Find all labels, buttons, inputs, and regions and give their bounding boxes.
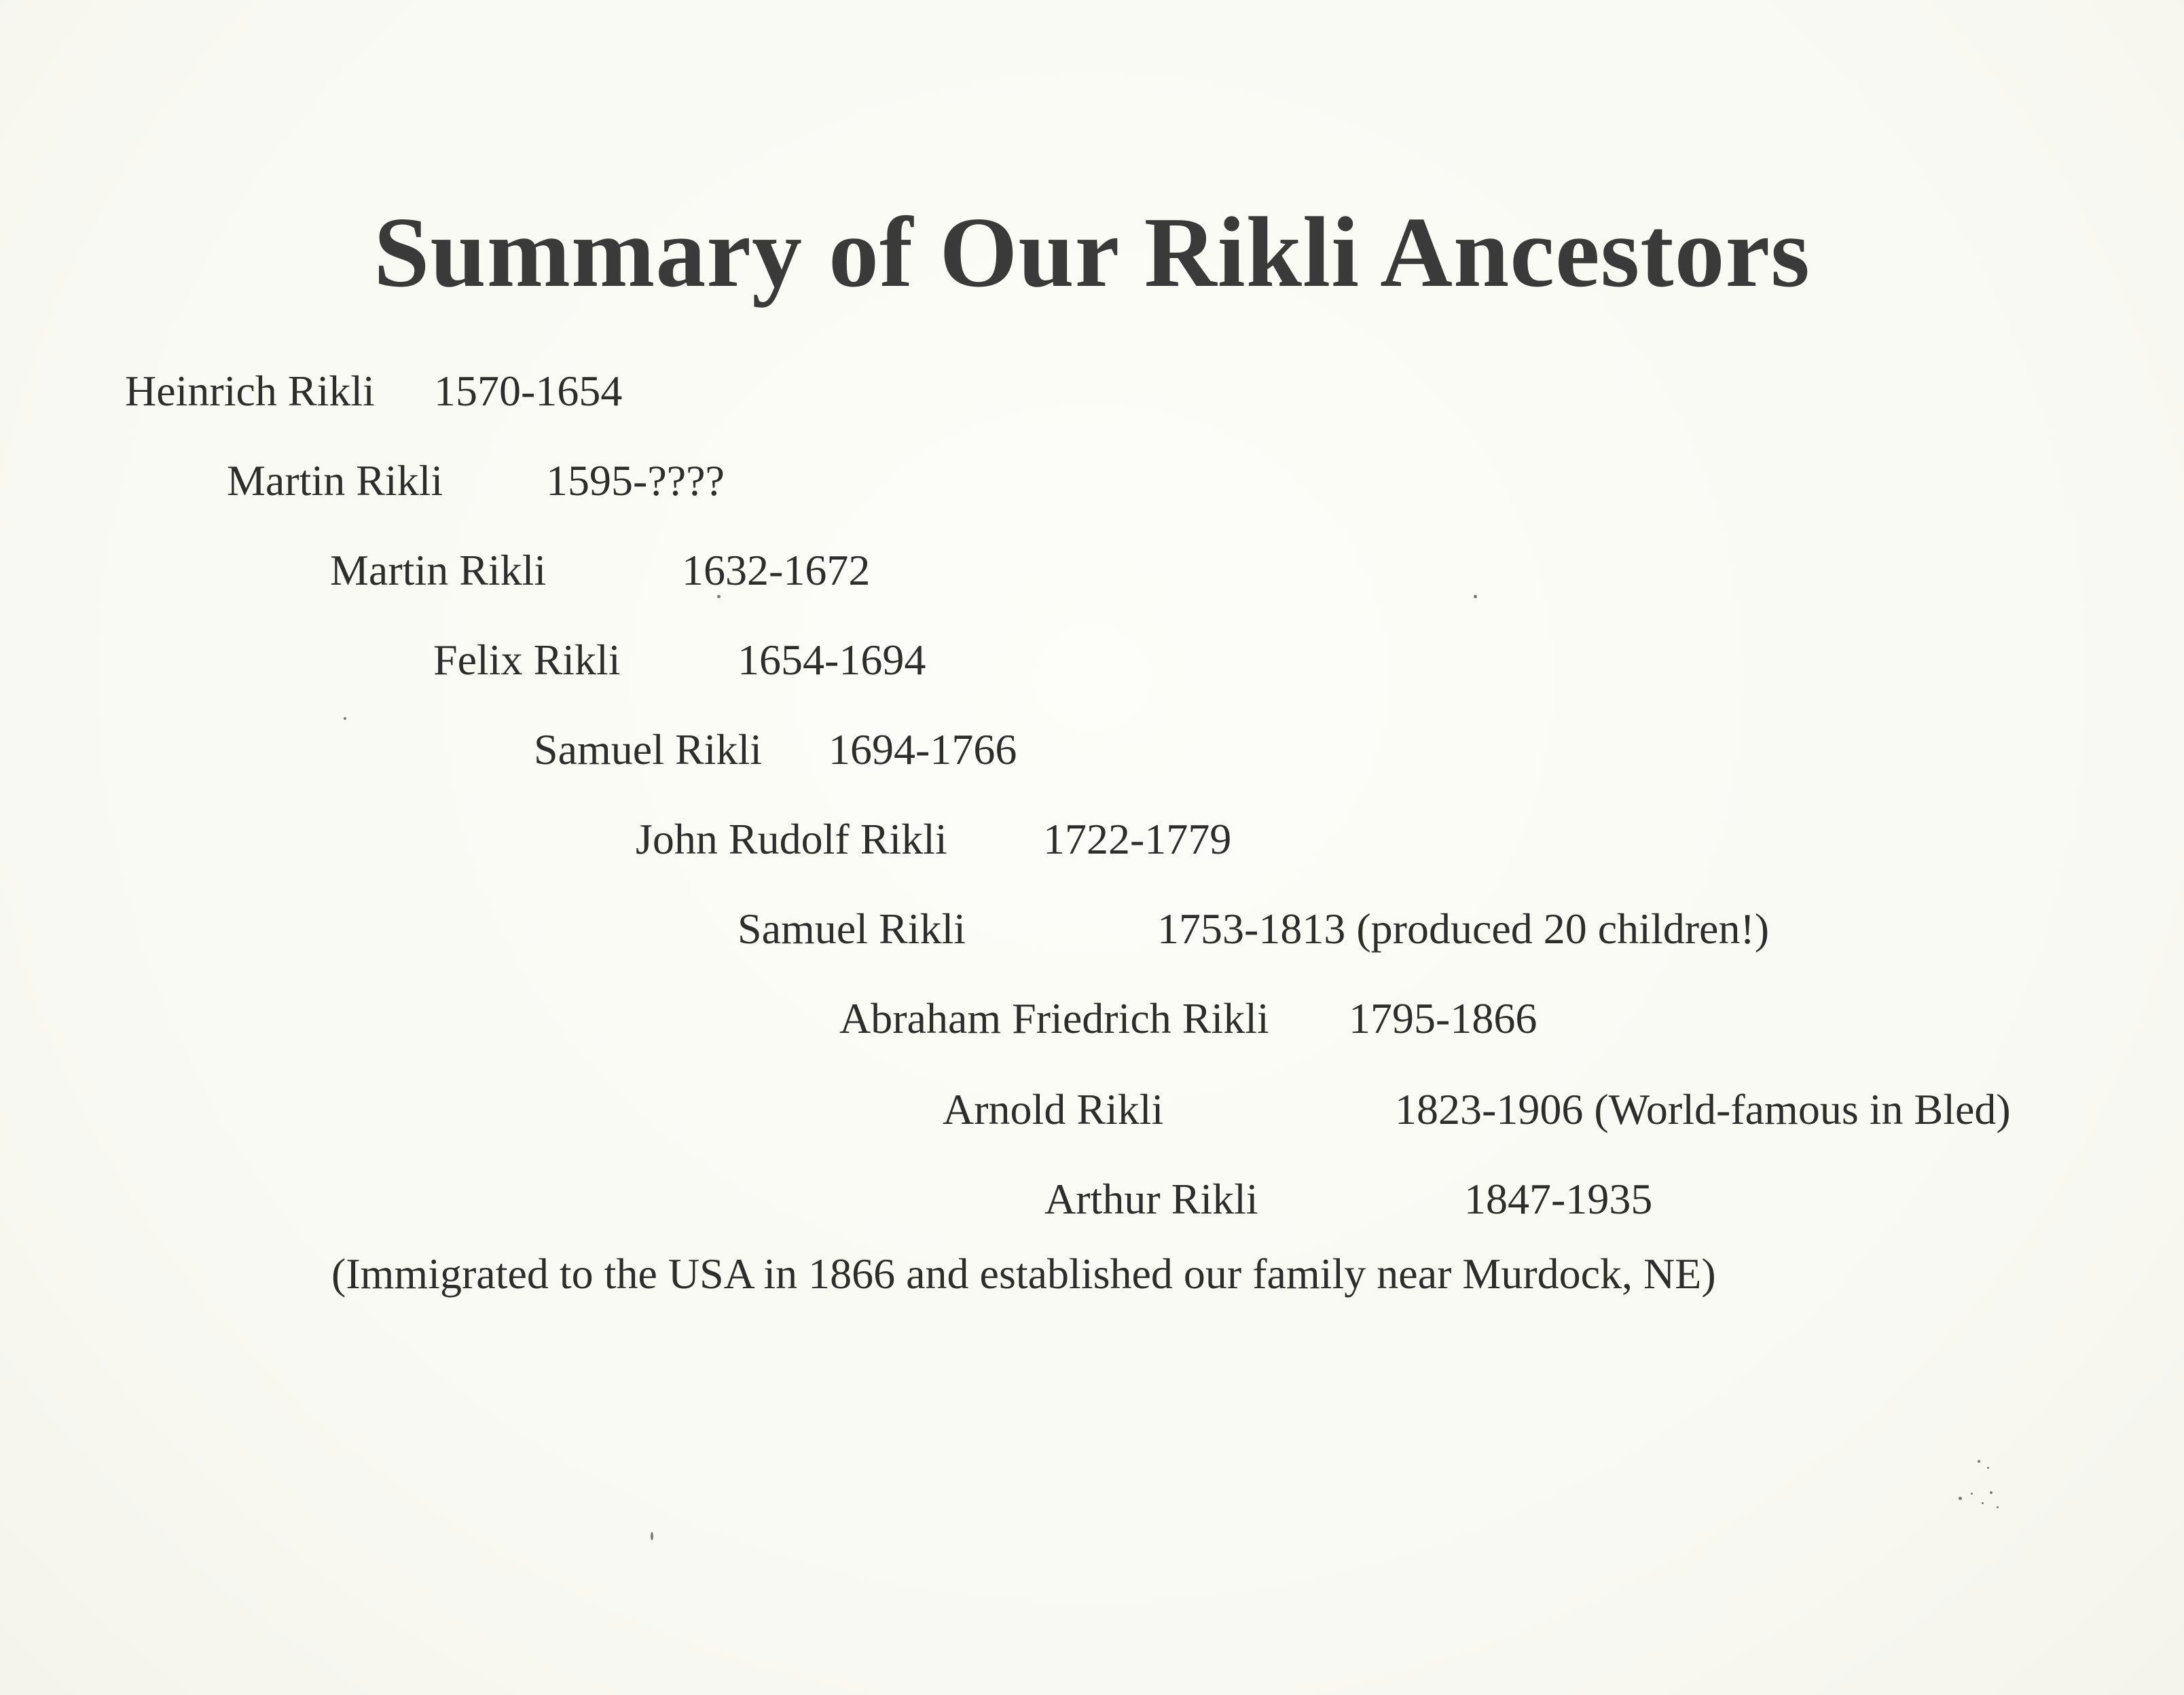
ancestor-name: Arthur Rikli: [1044, 1175, 1258, 1223]
ancestor-dates: 1722-1779: [1043, 815, 1232, 863]
ancestor-name: Felix Rikli: [433, 636, 621, 684]
ancestor-entry-9: [943, 1082, 2184, 1137]
scan-speck: [717, 595, 721, 598]
ancestor-entry-2: [227, 454, 2184, 508]
scan-speck: [1990, 1491, 1992, 1494]
ancestor-dates: 1595-????: [546, 456, 725, 505]
ancestor-dates: 1753-1813 (produced 20 children!): [1157, 905, 1770, 953]
ancestor-dates: 1632-1672: [682, 546, 871, 594]
ancestor-entry-5: [534, 723, 2184, 777]
ancestor-dates: 1694-1766: [829, 725, 1017, 773]
ancestor-dates: 1654-1694: [738, 636, 926, 684]
scan-speck: [1959, 1497, 1962, 1500]
ancestor-name: Abraham Friedrich Rikli: [839, 994, 1269, 1042]
immigration-note: (Immigrated to the USA in 1866 and established our family near Murdock, NE): [331, 1250, 1716, 1298]
page-title: Summary of Our Rikli Ancestors: [374, 197, 1810, 308]
ancestor-entry-8: [839, 991, 2184, 1046]
ancestor-entry-7: [738, 902, 2184, 956]
ancestor-name: Martin Rikli: [330, 546, 547, 594]
ancestor-name: Arnold Rikli: [943, 1085, 1164, 1133]
ancestor-entry-1: [125, 364, 2162, 418]
scan-speck: [651, 1532, 653, 1540]
scan-speck: [1971, 1493, 1973, 1495]
ancestor-name: John Rudolf Rikli: [636, 815, 947, 863]
ancestor-entry-3: [330, 543, 2184, 598]
ancestor-entry-4: [433, 633, 2184, 687]
ancestor-dates: 1823-1906 (World-famous in Bled): [1395, 1085, 2011, 1133]
ancestor-dates: 1795-1866: [1349, 994, 1537, 1042]
scan-speck: [1982, 1502, 1984, 1504]
ancestor-name: Samuel Rikli: [534, 725, 762, 773]
scan-speck: [1978, 1460, 1980, 1463]
ancestor-name: Martin Rikli: [227, 456, 443, 505]
scan-speck: [344, 717, 346, 720]
scan-speck: [1997, 1506, 1999, 1508]
ancestor-dates: 1570-1654: [434, 367, 623, 415]
scan-speck: [1474, 595, 1477, 598]
ancestor-entry-6: [636, 812, 2184, 867]
ancestor-dates: 1847-1935: [1464, 1175, 1653, 1223]
scan-speck: [1987, 1467, 1989, 1469]
ancestor-name: Samuel Rikli: [738, 905, 966, 953]
ancestor-entry-10: [1044, 1172, 2184, 1226]
ancestor-name: Heinrich Rikli: [125, 367, 375, 415]
